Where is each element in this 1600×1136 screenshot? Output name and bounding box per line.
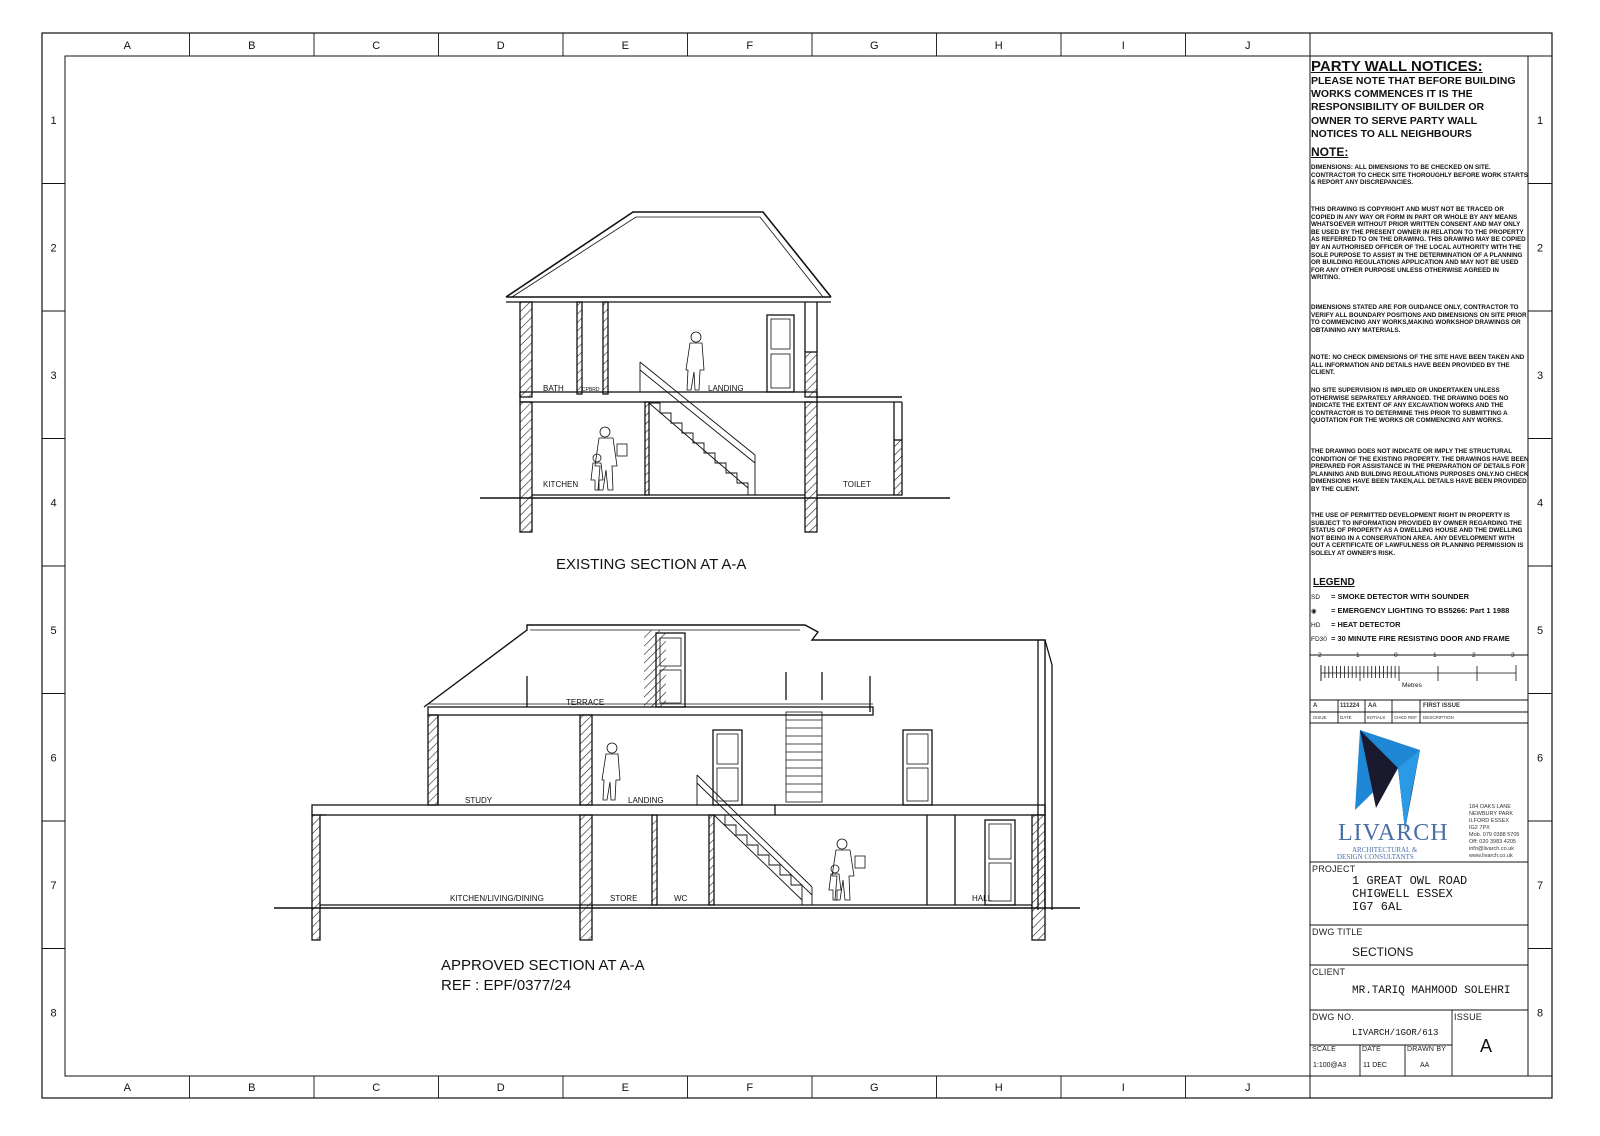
room-label-landing-existing: LANDING bbox=[708, 384, 744, 393]
room-label-landing-approved: LANDING bbox=[628, 796, 664, 805]
room-label-store: STORE bbox=[610, 894, 638, 903]
grid-col-label-top: B bbox=[248, 40, 256, 52]
grid-row-label-right: 7 bbox=[1536, 879, 1544, 892]
grid-row-label-left: 4 bbox=[50, 497, 57, 510]
grid-row-label-left: 1 bbox=[50, 114, 57, 127]
room-label-wc: WC bbox=[674, 894, 688, 903]
room-label-kitchen-existing: KITCHEN bbox=[543, 480, 579, 489]
room-label-study: STUDY bbox=[465, 796, 493, 805]
dwg-no-label: DWG NO. bbox=[1312, 1012, 1354, 1022]
grid-row-label-right: 4 bbox=[1536, 497, 1544, 510]
legend-item-smoke-detector bbox=[1311, 592, 1469, 601]
heat-detector-icon: HD bbox=[1311, 622, 1321, 629]
room-label-kitchen-living-dining: KITCHEN/LIVING/DINING bbox=[450, 894, 544, 903]
address-line: info@livarch.co.uk bbox=[1469, 846, 1515, 852]
note-permitted-development: THE USE OF PERMITTED DEVELOPMENT RIGHT IN PROPERTY IS SUBJECT TO INFORMATION PROVIDED BY OWNER REGARDING THE STATUS OF PROPERTY AS A DWELLING HOUSE AND THE DWELLING NOT BEING IN A CONSERVATION AREA. ANY DEVELOPMENT WITH OUT A CERTIFICATE OF LAWFULNESS OR PLANNING PERMISSION IS SOLELY AT OWNER'S RISK. bbox=[1311, 512, 1524, 557]
dwg-title: SECTIONS bbox=[1352, 945, 1414, 959]
grid-col-label-bottom: I bbox=[1121, 1082, 1125, 1094]
room-label-hall: HALL bbox=[972, 894, 993, 903]
scale-unit: Metres bbox=[1402, 682, 1422, 689]
approved-section-drawing bbox=[274, 625, 1080, 940]
drawn-by-value: AA bbox=[1420, 1062, 1430, 1069]
grid-col-label-bottom: G bbox=[869, 1082, 879, 1094]
grid-row-label-right: 8 bbox=[1536, 1007, 1544, 1020]
note-dimensions: DIMENSIONS: ALL DIMENSIONS TO BE CHECKED ON SITE. CONTRACTOR TO CHECK SITE THOROUGHLY BEFORE WORK STARTS & REPORT ANY DISCREPANCIES. bbox=[1311, 164, 1528, 187]
scale-tick-label: 1 bbox=[1356, 652, 1360, 659]
address-line: IG2 7PX bbox=[1469, 825, 1490, 831]
revision-description: FIRST ISSUE bbox=[1423, 703, 1461, 709]
dwg-no: LIVARCH/1GOR/613 bbox=[1352, 1028, 1439, 1038]
scale-tick-label: 2 bbox=[1472, 652, 1476, 659]
address-line: Off: 020 3983 4205 bbox=[1469, 839, 1516, 845]
legend-item-heat-detector bbox=[1311, 620, 1401, 629]
grid-col-label-bottom: F bbox=[746, 1082, 754, 1094]
address-line: Mob. 079 0388 5705 bbox=[1469, 832, 1520, 838]
revision-issue: A bbox=[1313, 703, 1318, 709]
dwg-title-label: DWG TITLE bbox=[1312, 927, 1363, 937]
grid-row-label-right: 6 bbox=[1536, 752, 1544, 765]
smoke-detector-icon: SD bbox=[1311, 594, 1321, 601]
legend-item-fire-door bbox=[1311, 634, 1510, 643]
note-title: NOTE: bbox=[1311, 145, 1349, 159]
project-line-1: 1 GREAT OWL ROAD bbox=[1352, 874, 1468, 888]
company-name: LIVARCH bbox=[1338, 820, 1449, 846]
grid-col-label-bottom: H bbox=[994, 1082, 1003, 1094]
grid-row-label-left: 2 bbox=[50, 242, 57, 255]
livarch-logo-mark bbox=[1355, 730, 1420, 830]
grid-col-label-top: H bbox=[994, 40, 1003, 52]
grid-row-label-left: 7 bbox=[50, 879, 57, 892]
revision-initials: AA bbox=[1368, 703, 1377, 709]
scale-value: 1:100@A3 bbox=[1313, 1062, 1347, 1069]
issue-value: A bbox=[1480, 1036, 1493, 1056]
issue-label: ISSUE bbox=[1454, 1012, 1483, 1022]
grid-col-label-top: G bbox=[869, 40, 879, 52]
scale-label: SCALE bbox=[1312, 1046, 1336, 1053]
grid-col-label-top: E bbox=[621, 40, 629, 52]
grid-col-label-top: J bbox=[1245, 40, 1251, 52]
scale-tick-label: 3 bbox=[1511, 652, 1515, 659]
client-name: MR.TARIQ MAHMOOD SOLEHRI bbox=[1352, 985, 1511, 997]
revision-header-initials: INITIALS bbox=[1367, 715, 1386, 720]
revision-header-description: DESCRIPTION bbox=[1423, 715, 1454, 720]
legend-text: = SMOKE DETECTOR WITH SOUNDER bbox=[1331, 592, 1469, 601]
note-supervision: NO SITE SUPERVISION IS IMPLIED OR UNDERTAKEN UNLESS OTHERWISE SEPARATELY ARRANGED. THE DRAWING DOES NO INDICATE THE EXTENT OF ANY EXCAVATION WORKS AND THE CONTRACTOR IS TO DETERMINE THIS PRIOR TO SUBMITTING A QUOTATION FOR THE WORKS OR COMMENCING ANY WORKS. bbox=[1311, 387, 1509, 425]
date-value: 11 DEC bbox=[1363, 1062, 1387, 1069]
grid-col-label-top: D bbox=[496, 40, 505, 52]
grid-row-label-left: 5 bbox=[50, 624, 57, 637]
grid-col-label-top: A bbox=[123, 40, 131, 52]
note-copyright: THIS DRAWING IS COPYRIGHT AND MUST NOT BE TRACED OR COPIED IN ANY WAY OR FORM IN PART OR WHOLE BY ANY MEANS WHATSOEVER WITHOUT PRIOR WRITTEN CONSENT AND MAY ONLY BE USED BY THE PRESENT OWNER IN RELATION TO THE PROPERTY AS REFERRED TO ON THE DRAWING. THIS DRAWING MAY BE COPIED BY AN AUTHORISED OFFICER OF THE LOCAL AUTHORITY WITH THE SOLE PURPOSE TO ASSIST IN THE DETERMINATION OF A PLANNING OR BUILDING REGULATIONS APPLICATION AND MAY NOT BE USED FOR ANY OTHER PURPOSE UNLESS OTHERWISE AGREED IN WRITING. bbox=[1311, 206, 1526, 282]
revision-header-issue: ISSUE bbox=[1313, 715, 1327, 720]
client-label: CLIENT bbox=[1312, 967, 1346, 977]
grid-col-label-bottom: E bbox=[621, 1082, 629, 1094]
grid-row-label-right: 5 bbox=[1536, 624, 1544, 637]
party-wall-title: PARTY WALL NOTICES: bbox=[1311, 58, 1483, 75]
grid-col-label-bottom: A bbox=[123, 1082, 131, 1094]
legend-text: = 30 MINUTE FIRE RESISTING DOOR AND FRAME bbox=[1331, 634, 1510, 643]
grid-col-label-top: I bbox=[1121, 40, 1125, 52]
grid-row-label-left: 8 bbox=[50, 1007, 57, 1020]
address-line: www.livarch.co.uk bbox=[1469, 853, 1513, 859]
drawn-by-label: DRAWN BY bbox=[1407, 1046, 1447, 1053]
grid-col-label-bottom: B bbox=[248, 1082, 256, 1094]
grid-col-label-top: F bbox=[746, 40, 754, 52]
sheet-border bbox=[42, 33, 1552, 1098]
scale-tick-label: 1 bbox=[1433, 652, 1437, 659]
scale-bar bbox=[1321, 665, 1516, 681]
company-tagline-1: ARCHITECTURAL & bbox=[1352, 846, 1418, 854]
note-guidance: DIMENSIONS STATED ARE FOR GUIDANCE ONLY, CONTRACTOR TO VERIFY ALL BOUNDARY POSITIONS AND DIMENSIONS ON SITE PRIOR TO COMMENCING ANY WORKS,MAKING WORKSHOP DRAWINGS OR OBTAINING ANY MATERIALS. bbox=[1311, 304, 1527, 334]
room-label-toilet: TOILET bbox=[843, 480, 871, 489]
grid-row-label-left: 6 bbox=[50, 752, 57, 765]
grid-reference-bands bbox=[42, 33, 1552, 1098]
approved-section-title: APPROVED SECTION AT A-A bbox=[441, 957, 645, 974]
project-line-3: IG7 6AL bbox=[1352, 900, 1403, 914]
grid-row-label-right: 3 bbox=[1536, 369, 1544, 382]
legend-text: = EMERGENCY LIGHTING TO BS5266: Part 1 1988 bbox=[1331, 606, 1510, 615]
date-label: DATE bbox=[1362, 1046, 1381, 1053]
room-label-terrace: TERRACE bbox=[566, 698, 605, 707]
room-label-bath: BATH bbox=[543, 384, 564, 393]
grid-row-label-left: 3 bbox=[50, 369, 57, 382]
grid-col-label-bottom: C bbox=[372, 1082, 381, 1094]
grid-row-label-right: 2 bbox=[1536, 242, 1544, 255]
address-line: 184 OAKS LANE bbox=[1469, 804, 1511, 810]
grid-col-label-top: C bbox=[372, 40, 381, 52]
grid-col-label-bottom: J bbox=[1245, 1082, 1251, 1094]
party-wall-body: PLEASE NOTE THAT BEFORE BUILDING WORKS COMMENCES IT IS THE RESPONSIBILITY OF BUILDER OR OWNER TO SERVE PARTY WALL NOTICES TO ALL NEIGHBOURS bbox=[1311, 75, 1516, 140]
grid-row-label-right: 1 bbox=[1536, 114, 1544, 127]
approved-section-ref: REF : EPF/0377/24 bbox=[441, 977, 572, 994]
revision-date: 111224 bbox=[1340, 703, 1360, 709]
note-structural: THE DRAWING DOES NOT INDICATE OR IMPLY THE STRUCTURAL CONDITION OF THE EXISTING PROPERTY. THE DRAWINGS HAVE BEEN PREPARED FOR ASSISTANCE IN THE PREPARATION OF DETAILS FOR PLANNING AND BUILDING REGULATIONS PURPOSES ONLY.NO CHECK DIMENSIONS HAVE BEEN TAKEN,ALL DETAILS HAVE BEEN PROVIDED BY THE CLIENT. bbox=[1311, 448, 1529, 493]
grid-col-label-bottom: D bbox=[496, 1082, 505, 1094]
room-label-cpbrd: CPBRD bbox=[582, 387, 600, 393]
scale-tick-label: 2 bbox=[1318, 652, 1322, 659]
project-label: PROJECT bbox=[1312, 864, 1356, 874]
project-line-2: CHIGWELL ESSEX bbox=[1352, 887, 1453, 901]
note-no-check: NOTE: NO CHECK DIMENSIONS OF THE SITE HAVE BEEN TAKEN AND ALL INFORMATION AND DETAILS HAVE BEEN PROVIDED BY THE CLIENT. bbox=[1311, 354, 1525, 377]
emergency-light-icon: ◉ bbox=[1311, 608, 1317, 615]
company-tagline-2: DESIGN CONSULTANTS bbox=[1337, 853, 1414, 861]
address-line: NEWBURY PARK bbox=[1469, 811, 1514, 817]
existing-section-title: EXISTING SECTION AT A-A bbox=[556, 556, 747, 573]
fire-door-icon: FD30 bbox=[1311, 636, 1327, 643]
revision-header-date: DATE bbox=[1340, 715, 1352, 720]
scale-tick-label: 0 bbox=[1394, 652, 1398, 659]
legend-item-emergency-lighting bbox=[1311, 606, 1509, 615]
legend-title: LEGEND bbox=[1313, 577, 1355, 588]
legend-text: = HEAT DETECTOR bbox=[1331, 620, 1401, 629]
revision-header-chkd: CHKD REF bbox=[1394, 715, 1418, 720]
address-line: ILFORD ESSEX bbox=[1469, 818, 1510, 824]
